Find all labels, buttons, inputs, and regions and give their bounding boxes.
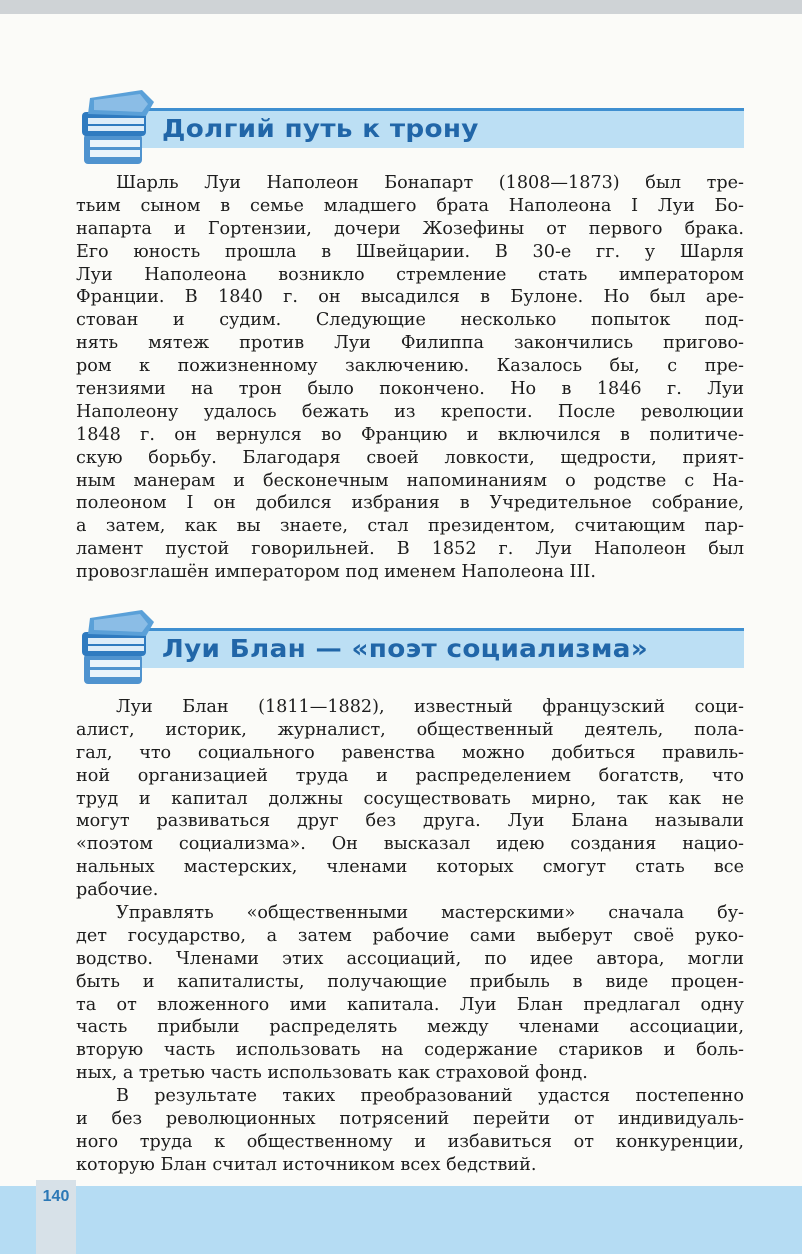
text-line: Шарль Луи Наполеон Бонапарт (1808—1873) был тре- xyxy=(116,173,744,193)
text-line: Его юность прошла в Швейцарии. В 30-е гг. у Шарля xyxy=(76,241,744,262)
text-line: труд и капитал должны сосуществовать мирно, так как не xyxy=(76,788,744,809)
text-line: и без революционных потрясений перейти от индивидуаль- xyxy=(76,1108,744,1129)
text-line: ных, а третью часть использовать как страховой фонд. xyxy=(76,1063,588,1084)
text-line: В результате таких преобразований удастся постепенно xyxy=(116,1086,744,1106)
text-line: которую Блан считал источником всех бедствий. xyxy=(76,1154,537,1175)
text-line: часть прибыли распределять между членами ассоциации, xyxy=(76,1017,744,1038)
text-line: тензиями на трон было покончено. Но в 1846 г. Луи xyxy=(76,379,744,400)
text-line: провозглашён императором под именем Наполеона III. xyxy=(76,562,596,583)
text-line: гал, что социального равенства можно добиться правиль- xyxy=(76,742,744,763)
section-title: Долгий путь к трону xyxy=(162,114,479,143)
text-line: алист, историк, журналист, общественный деятель, пола- xyxy=(76,719,744,740)
section-2-paragraph-3 xyxy=(76,1085,744,1177)
text-line: нальных мастерских, членами которых смогут стать все xyxy=(76,857,744,878)
text-line: водство. Членами этих ассоциаций, по идее автора, могли xyxy=(76,948,744,969)
text-line: ной организацией труда и распределением богатств, что xyxy=(76,765,744,786)
books-icon xyxy=(80,88,158,174)
text-line: нять мятеж против Луи Филиппа закончились пригово- xyxy=(76,333,744,354)
section-title: Луи Блан — «поэт социализма» xyxy=(162,634,649,663)
text-line: Франции. В 1840 г. он высадился в Булоне. Но был аре- xyxy=(76,287,744,308)
page-number: 140 xyxy=(36,1180,76,1254)
section-2-paragraph-2 xyxy=(76,902,744,1085)
text-line: напарта и Гортензии, дочери Жозефины от первого брака. xyxy=(76,218,744,239)
text-line: а затем, как вы знаете, стал президентом, считающим пар- xyxy=(76,516,744,537)
text-line: ным манерам и бесконечным напоминаниям о родстве с На- xyxy=(76,470,744,491)
text-line: тьим сыном в семье младшего брата Наполеона I Луи Бо- xyxy=(76,195,744,216)
text-line: та от вложенного ими капитала. Луи Блан предлагал одну xyxy=(76,994,744,1015)
text-line: ного труда к общественному и избавиться от конкуренции, xyxy=(76,1131,744,1152)
text-line: ламент пустой говорильней. В 1852 г. Луи Наполеон был xyxy=(76,539,744,560)
text-line: вторую часть использовать на содержание стариков и боль- xyxy=(76,1040,744,1061)
text-line: Луи Блан (1811—1882), известный французский соци- xyxy=(116,697,744,717)
section-heading-1 xyxy=(80,88,744,174)
text-line: дет государство, а затем рабочие сами выберут своё руко- xyxy=(76,925,744,946)
text-line: ром к пожизненному заключению. Казалось бы, с пре- xyxy=(76,356,744,377)
text-line: быть и капиталисты, получающие прибыль в виде процен- xyxy=(76,971,744,992)
books-icon xyxy=(80,608,158,694)
text-line: Луи Наполеона возникло стремление стать императором xyxy=(76,264,744,285)
text-line: могут развиваться друг без друга. Луи Блана называли xyxy=(76,811,744,832)
section-1-paragraph-1 xyxy=(76,172,744,584)
footer-band xyxy=(0,1186,802,1254)
text-line: полеоном I он добился избрания в Учредительное собрание, xyxy=(76,493,744,514)
text-line: скую борьбу. Благодаря своей ловкости, щедрости, прият- xyxy=(76,447,744,468)
text-line: «поэтом социализма». Он высказал идею создания нацио- xyxy=(76,834,744,855)
section-2-paragraph-1 xyxy=(76,696,744,902)
section-heading-2 xyxy=(80,608,744,694)
top-edge xyxy=(0,0,802,14)
text-line: Наполеону удалось бежать из крепости. После революции xyxy=(76,401,744,422)
text-line: стован и судим. Следующие несколько попыток под- xyxy=(76,310,744,331)
text-line: Управлять «общественными мастерскими» сначала бу- xyxy=(116,903,744,923)
text-line: рабочие. xyxy=(76,880,159,901)
text-line: 1848 г. он вернулся во Францию и включился в политиче- xyxy=(76,424,744,445)
